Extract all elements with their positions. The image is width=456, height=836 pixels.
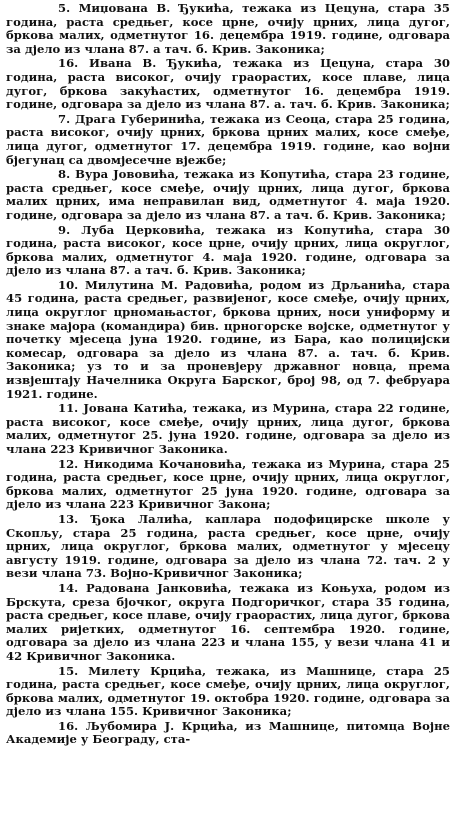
entry-5: 5. Миџована В. Ђукића, тежака из Цецуна, стара 35 година, раста средњег, косе црне, очију црних, лица дугог, бркова малих, одметнутог 16. децембра 1919. године, одговара за дјело из члана 87. а тач. б. Крив. Законика;	[6, 1, 450, 56]
entry-9: 9. Луба Церковића, тежака из Копутића, стара 30 година, раста високог, косе црне, очију црних, лица округлог, бркова малих, одметнутог 4. маја 1920. године, одговара за дјело из члана 87. а тач. б. Крив. Законика;	[6, 222, 450, 278]
entry-16-ljubomir: 16. Љубомира Ј. Крцића, из Машнице, питомца Војне Академије у Београду, ста-	[6, 718, 450, 747]
entry-10: 10. Милутина М. Радовића, родом из Дрљанића, стара 45 година, раста средњег, развијеног, косе смеђе, очију црних, лица округлог црномањастог, бркова црних, носи униформу и знаке мајора (командира) бив. црногорске војске, одметнутог у почетку мјесеца јуна 1920. године, из Бара, као полицијски комесар, одговара за дјело из члана 87. а. тач. б. Крив. Законика; уз то и за проневјеру државног новца, према извјештају Начелника Округа Барског, број 98, од 7. фебруара 1921. године.	[6, 277, 450, 401]
entry-13: 13. Ђока Лалића, каплара подофицирске школе у Скопљу, стара 25 година, раста средњег, косе црне, очију црних, лица округлог, бркова малих, одметнутог у мјесецу августу 1919. године, одговара за дјело из члана 72. тач. 2 у вези члана 73. Војно-Кривичног Законика;	[6, 511, 450, 581]
entry-12: 12. Никодима Кочановића, тежака из Мурина, стара 25 година, раста средњег, косе црне, очију црних, лица округлог, бркова малих, одметнутог 25 јуна 1920. године, одговара за дјело из члана 223 Кривичног Закона;	[6, 456, 450, 512]
entry-8: 8. Вура Јововића, тежака из Копутића, стара 23 године, раста средњег, косе смеђе, очију црних, лица дугог, бркова малих црних, има неправилан вид, одметнутог 4. маја 1920. године, одговара за дјело из члана 87. а тач. б. Крив. Законика;	[6, 167, 450, 222]
entry-11: 11. Јована Катића, тежака, из Мурина, стара 22 године, раста високог, косе смеђе, очију црних, лица дугог, бркова малих, одметнутог 25. јуна 1920. године, одговара за дјело из члана 223 Кривичног Законика.	[6, 401, 450, 456]
entry-16-ivan: 16. Ивана В. Ђукића, тежака из Цецуна, стара 30 година, раста високог, очију граорастих, косе плаве, лица дугог, бркова закућастих, одметнутог 16. децембра 1919. године, одговара за дјело из члана 87. а. тач. б. Крив. Законика;	[6, 56, 450, 112]
entry-15: 15. Милету Крцића, тежака, из Машнице, стара 25 година, раста средњег, косе смеђе, очију црних, лица округлог, бркова малих, одметнутог 19. октобра 1920. године, одговара за дјело из члана 155. Кривичног Законика;	[6, 663, 450, 719]
entry-7: 7. Драга Губеринића, тежака из Сеоца, стара 25 година, раста високог, очију црних, бркова црних малих, косе смеђе, лица дугог, одметнутог 17. децембра 1919. године, као војни бјегунац са двомјесечне вјежбе;	[6, 111, 450, 167]
entry-14: 14. Радована Јанковића, тежака из Коњуха, родом из Брскута, среза бјочког, округа Подгоричког, стара 35 година, раста средњег, косе плаве, очију граорастих, лица дугог, бркова малих ријетких, одметнутог 16. септембра 1920. године, одговара за дјело из члана 223 и члана 155, у вези члана 41 и 42 Кривичног Законика.	[6, 580, 450, 663]
